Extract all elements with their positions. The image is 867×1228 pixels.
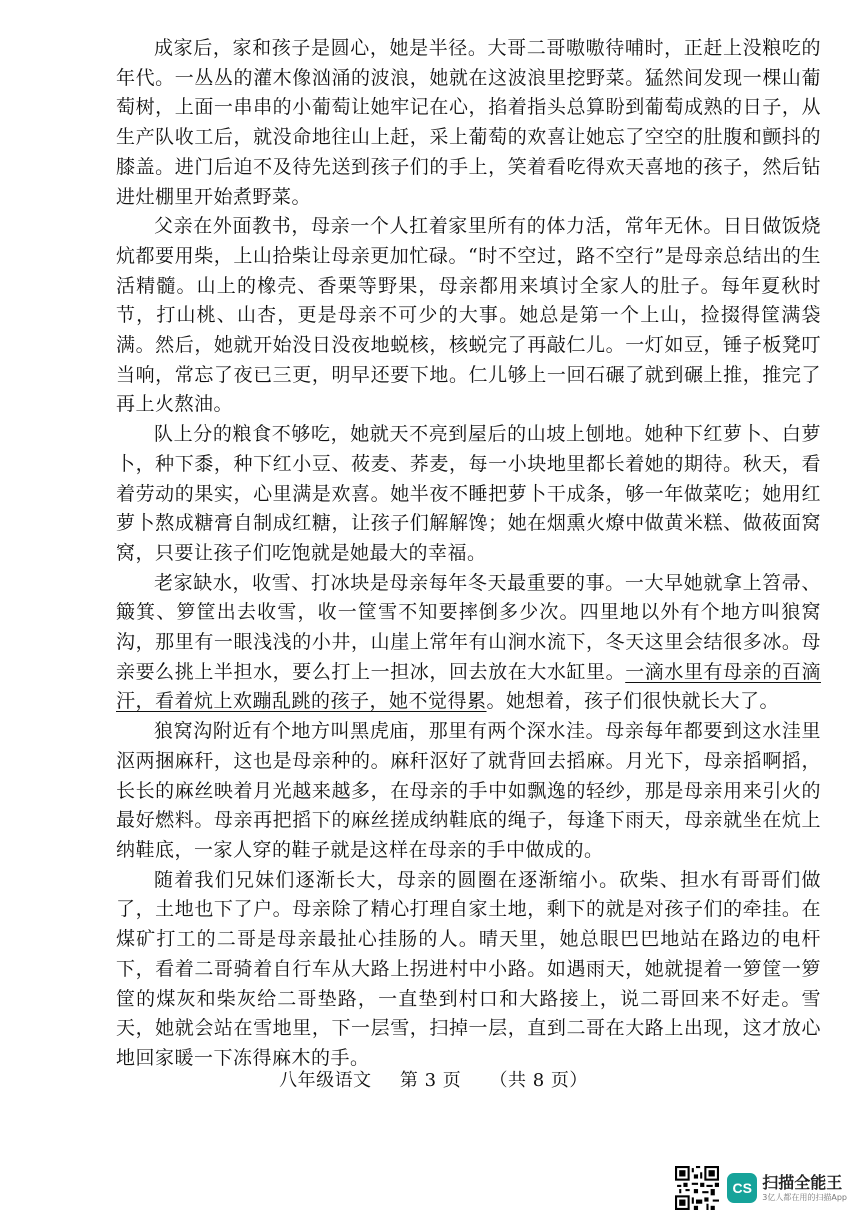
watermark-app-name: 扫描全能王 xyxy=(762,1172,843,1192)
footer-subject: 八年级语文 xyxy=(279,1070,372,1091)
paragraph-4 xyxy=(116,569,821,718)
paragraph-1: 成家后，家和孩子是圆心，她是半径。大哥二哥嗷嗷待哺时，正赶上没粮吃的年代。一丛丛的灌木像汹涌的波浪，她就在这波浪里挖野菜。猛然间发现一棵山葡萄树，上面一串串的小葡萄让她牢记在心，掐着指头总算盼到葡萄成熟的日子，从生产队收工后，就没命地往山上赶，采上葡萄的欢喜让她忘了空空的肚腹和颤抖的膝盖。进门后迫不及待先送到孩子们的手上，笑着看吃得欢天喜地的孩子，然后钻进灶棚里开始煮野菜。 xyxy=(116,37,821,208)
page-footer xyxy=(0,1066,867,1092)
qr-code-icon xyxy=(675,1166,719,1210)
paragraph-5: 狼窝沟附近有个地方叫黑虎庙，那里有两个深水洼。母亲每年都要到这水洼里沤两捆麻秆，这也是母亲种的。麻秆沤好了就背回去搯麻。月光下，母亲搯啊搯，长长的麻丝映着月光越来越多，在母亲的手中如飘逸的轻纱，那是母亲用来引火的最好燃料。母亲再把搯下的麻丝搓成纳鞋底的绳子，每逢下雨天，母亲就坐在炕上纳鞋底，一家人穿的鞋子就是这样在母亲的手中做成的。 xyxy=(116,720,821,861)
footer-page-number: 第 3 页 xyxy=(399,1070,462,1091)
paragraph-4-text-after: 。她想着，孩子们很快就长大了。 xyxy=(486,690,780,713)
paragraph-2: 父亲在外面教书，母亲一个人扛着家里所有的体力活，常年无休。日日做饭烧炕都要用柴，上山拾柴让母亲更加忙碌。“时不空过，路不空行”是母亲总结出的生活精髓。山上的橡壳、香栗等野果，母亲都用来填讨全家人的肚子。每年夏秋时节，打山桃、山杏，更是母亲不可少的大事。她总是第一个上山，捡掇得筐满袋满。然后，她就开始没日没夜地蜕核，核蜕完了再敲仁儿。一灯如豆，锤子板凳叮当响，常忘了夜已三更，明早还要下地。仁儿够上一回石碾了就到碾上推，推完了再上火熬油。 xyxy=(116,215,821,416)
watermark-tagline: 3亿人都在用的扫描App xyxy=(762,1192,847,1202)
watermark-brand xyxy=(762,1174,847,1203)
footer-total-pages: （共 8 页） xyxy=(489,1070,588,1091)
paragraph-6: 随着我们兄妹们逐渐长大，母亲的圆圈在逐渐缩小。砍柴、担水有哥哥们做了，土地也下了户。母亲除了精心打理自家土地，剩下的就是对孩子们的牵挂。在煤矿打工的二哥是母亲最扯心挂肠的人。晴天里，她总眼巴巴地站在路边的电杆下，看着二哥骑着自行车从大路上拐进村中小路。如遇雨天，她就提着一箩筐一箩筐的煤灰和柴灰给二哥垫路，一直垫到村口和大路接上，说二哥回来不好走。雪天，她就会站在雪地里，下一层雪，扫掉一层，直到二哥在大路上出现，这才放心地回家暖一下冻得麻木的手。 xyxy=(116,868,821,1069)
paragraph-3: 队上分的粮食不够吃，她就天不亮到屋后的山坡上刨地。她种下红萝卜、白萝卜，种下黍，种下红小豆、莜麦、荞麦，每一小块地里都长着她的期待。秋天，看着劳动的果实，心里满是欢喜。她半夜不睡把萝卜干成条，够一年做菜吃；她用红萝卜熬成糖膏自制成红糖，让孩子们解解馋；她在烟熏火燎中做黄米糕、做莜面窝窝，只要让孩子们吃饱就是她最大的幸福。 xyxy=(116,423,821,564)
scanner-watermark xyxy=(675,1166,847,1210)
paragraph-4-text-before: 老家缺水，收雪、打冰块是母亲每年冬天最重要的事。一大早她就拿上笤帚、簸箕、箩筐出去收雪，收一筐雪不知要摔倒多少次。四里地以外有个地方叫狼窝沟，那里有一眼浅浅的小井，山崖上常年有山涧水流下，冬天这里会结很多冰。母亲要么挑上半担水，要么打上一担冰，回去放在大水缸里。 xyxy=(116,571,821,683)
reading-passage xyxy=(116,34,821,1074)
camscanner-logo-icon: CS xyxy=(727,1173,757,1203)
underlined-sentence: 一滴水里有母亲的百滴汗，看着炕上欢蹦乱跳的孩子，她不觉得累 xyxy=(116,660,821,713)
